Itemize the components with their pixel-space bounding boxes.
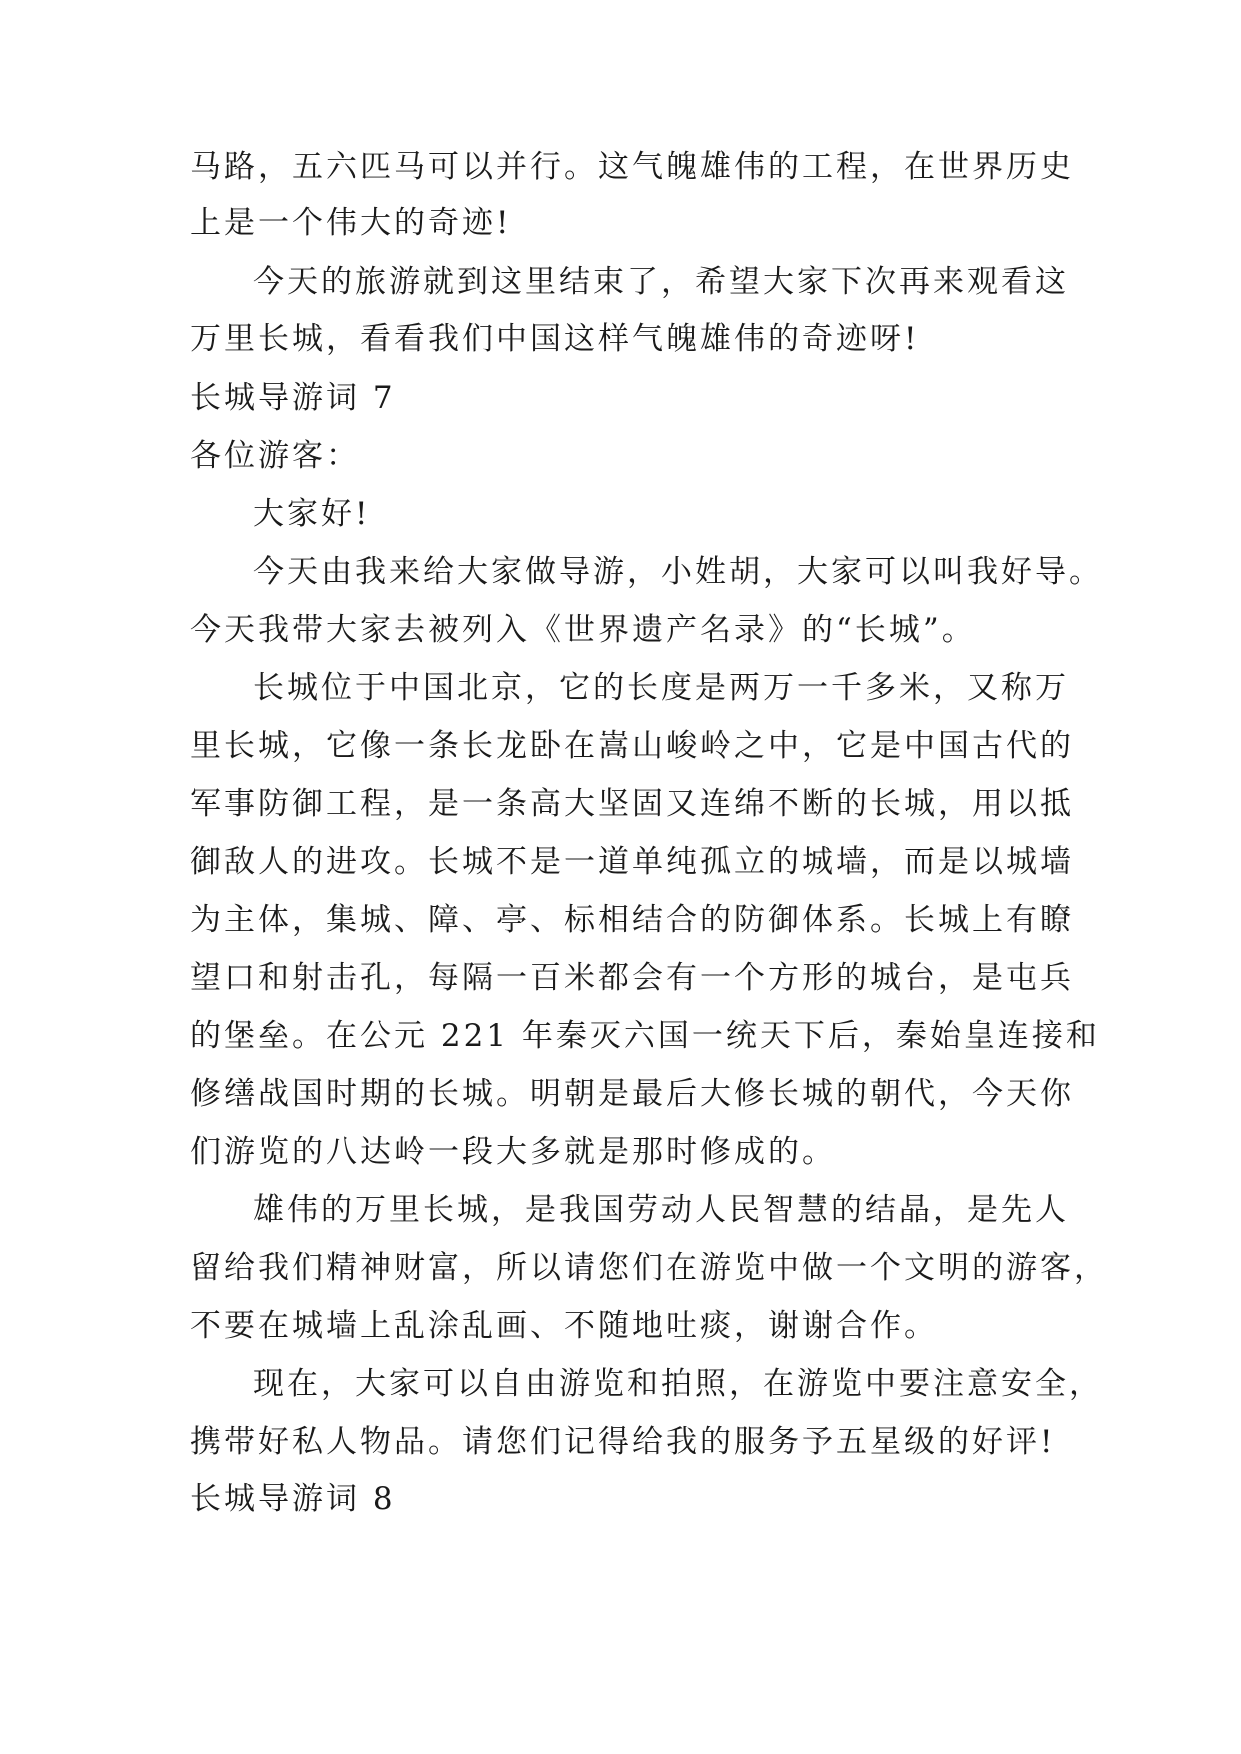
body-text-line: 们游览的八达岭一段大多就是那时修成的。 — [190, 1134, 836, 1170]
body-text-line: 为主体，集城、障、亭、标相结合的防御体系。长城上有瞭 — [190, 902, 1074, 938]
body-text-line: 军事防御工程，是一条高大坚固又连绵不断的长城，用以抵 — [190, 786, 1074, 822]
body-text-line: 不要在城墙上乱涂乱画、不随地吐痰，谢谢合作。 — [190, 1308, 938, 1344]
salutation: 各位游客： — [190, 438, 360, 474]
body-text-line: 修缮战国时期的长城。明朝是最后大修长城的朝代，今天你 — [190, 1076, 1074, 1112]
body-text-line: 万里长城，看看我们中国这样气魄雄伟的奇迹呀! — [190, 321, 920, 357]
body-text-line: 今天我带大家去被列入《世界遗产名录》的“长城”。 — [190, 612, 976, 648]
body-text-line: 长城位于中国北京，它的长度是两万一千多米，又称万 — [253, 670, 1069, 706]
body-text-line: 留给我们精神财富，所以请您们在游览中做一个文明的游客， — [190, 1250, 1108, 1286]
body-text-line: 马路，五六匹马可以并行。这气魄雄伟的工程，在世界历史 — [190, 149, 1074, 185]
body-text-line: 上是一个伟大的奇迹! — [190, 205, 512, 241]
body-text-line: 御敌人的进攻。长城不是一道单纯孤立的城墙，而是以城墙 — [190, 844, 1074, 880]
body-text-line: 大家好! — [253, 496, 371, 532]
body-text-line: 的堡垒。在公元 221 年秦灭六国一统天下后，秦始皇连接和 — [190, 1018, 1100, 1054]
body-text-line: 雄伟的万里长城，是我国劳动人民智慧的结晶，是先人 — [253, 1192, 1069, 1228]
body-text-line: 现在，大家可以自由游览和拍照，在游览中要注意安全， — [253, 1366, 1103, 1402]
body-text-line: 望口和射击孔，每隔一百米都会有一个方形的城台，是屯兵 — [190, 960, 1074, 996]
body-text-line: 里长城，它像一条长龙卧在嵩山峻岭之中，它是中国古代的 — [190, 728, 1074, 764]
body-text-line: 今天由我来给大家做导游，小姓胡，大家可以叫我好导。 — [253, 554, 1103, 590]
section-heading: 长城导游词 8 — [190, 1481, 396, 1517]
body-text-line: 今天的旅游就到这里结束了，希望大家下次再来观看这 — [253, 264, 1069, 300]
body-text-line: 携带好私人物品。请您们记得给我的服务予五星级的好评! — [190, 1424, 1056, 1460]
section-heading: 长城导游词 7 — [190, 380, 396, 416]
